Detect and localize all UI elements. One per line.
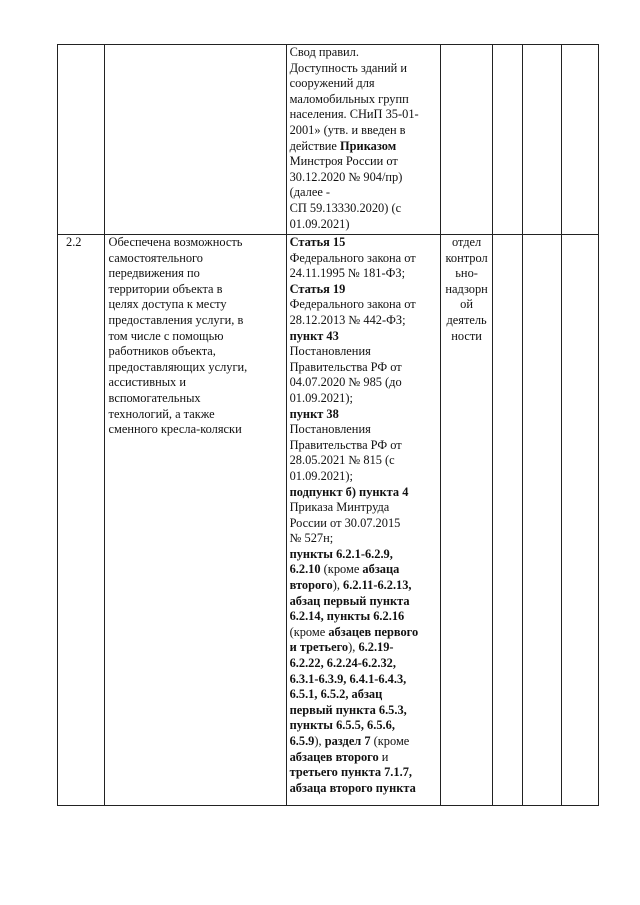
text-line <box>290 391 440 407</box>
text-line <box>290 656 440 672</box>
text-line <box>290 516 440 532</box>
text-line <box>290 625 440 641</box>
bold-text: 6.5.1, 6.5.2, абзац <box>289 687 383 702</box>
text-line: ьно- <box>455 266 478 281</box>
text-run: Доступность зданий и <box>289 60 408 75</box>
bold-text: абзац первый пункта <box>289 593 410 608</box>
text-line <box>290 562 440 578</box>
text-run: ), <box>348 640 359 655</box>
bold-text: 6.2.10 <box>289 562 321 577</box>
text-run: Федерального закона от <box>289 250 416 265</box>
text-run: (далее - <box>289 185 331 200</box>
text-run: Постановления <box>289 344 371 359</box>
text-run: ), <box>332 578 344 593</box>
bold-text: третьего пункта 7.1.7, <box>289 765 412 780</box>
text-line <box>290 139 440 155</box>
bold-text: 6.2.22, 6.2.24-6.2.32, <box>289 656 396 671</box>
text-run: Правительства РФ от <box>289 437 402 452</box>
text-run: действие <box>289 138 341 153</box>
text-run: 28.12.2013 № 442-ФЗ; <box>289 312 406 327</box>
bold-text: пункты 6.2.1-6.2.9, <box>289 546 393 561</box>
bold-text: 6.2.19- <box>358 640 394 655</box>
text-line: технологий, а также <box>108 406 215 421</box>
text-run: 24.11.1995 № 181-ФЗ; <box>289 266 406 281</box>
text-line <box>290 438 440 454</box>
text-run: Свод правил. <box>289 45 359 59</box>
cell-empty <box>523 235 561 806</box>
row-number: 2.2 <box>66 235 82 249</box>
cell-requirement <box>104 45 286 235</box>
text-line <box>290 422 440 438</box>
table-row <box>58 45 599 235</box>
bold-text: пункты 6.5.5, 6.5.6, <box>289 718 395 733</box>
text-line: целях доступа к месту <box>108 297 227 312</box>
text-line <box>290 360 440 376</box>
bold-text: пункт 38 <box>289 406 339 421</box>
text-run: 04.07.2020 № 985 (до <box>289 375 402 390</box>
bold-text: 6.2.11-6.2.13, <box>343 578 412 593</box>
text-line: самостоятельного <box>108 250 203 265</box>
text-line <box>290 154 440 170</box>
text-line <box>290 201 440 217</box>
text-line <box>290 329 440 345</box>
text-line: передвижения по <box>108 266 200 281</box>
checklist-table <box>57 44 599 806</box>
text-line <box>290 469 440 485</box>
text-line <box>290 640 440 656</box>
text-run: СП 59.13330.2020) (с <box>289 200 402 215</box>
text-line <box>290 407 440 423</box>
text-line <box>290 313 440 329</box>
text-line: надзорн <box>445 281 488 296</box>
bold-text: Статья 19 <box>289 281 346 296</box>
text-line: предоставляющих услуги, <box>108 359 248 374</box>
text-line <box>290 531 440 547</box>
text-run: 01.09.2021); <box>289 468 353 483</box>
cell-empty <box>561 235 598 806</box>
text-line <box>290 750 440 766</box>
text-line <box>290 92 440 108</box>
table-row <box>58 235 599 806</box>
text-line <box>290 734 440 750</box>
text-line <box>290 185 440 201</box>
cell-empty <box>493 235 523 806</box>
text-run: Минстроя России от <box>289 154 398 169</box>
bold-text: абзацев первого <box>328 624 419 639</box>
text-run: Постановления <box>289 422 371 437</box>
text-run: (кроме <box>320 562 363 577</box>
text-line <box>290 765 440 781</box>
text-run: (кроме <box>370 734 410 748</box>
text-line <box>290 251 440 267</box>
cell-norms <box>286 45 440 235</box>
cell-empty <box>523 45 561 235</box>
cell-number <box>58 45 105 235</box>
text-line: Обеспечена возможность <box>108 235 243 249</box>
text-line <box>290 485 440 501</box>
text-line <box>290 687 440 703</box>
bold-text: подпункт б) пункта 4 <box>289 484 409 499</box>
bold-text: абзаца второго пункта <box>289 780 416 795</box>
text-line <box>290 375 440 391</box>
text-run: 2001» (утв. и введен в <box>289 122 406 137</box>
bold-text: раздел 7 <box>324 734 371 748</box>
text-line <box>290 703 440 719</box>
text-line: деятель <box>446 312 487 327</box>
text-run: (кроме <box>289 624 329 639</box>
bold-text: второго <box>289 578 333 593</box>
cell-empty <box>493 45 523 235</box>
text-run: Приказа Минтруда <box>289 500 390 515</box>
cell-control-organ <box>440 45 493 235</box>
bold-text: и третьего <box>289 640 349 655</box>
text-line <box>290 578 440 594</box>
text-line <box>290 170 440 186</box>
text-run: 01.09.2021); <box>289 390 353 405</box>
text-line <box>290 453 440 469</box>
text-run: Правительства РФ от <box>289 359 402 374</box>
text-run: России от 30.07.2015 <box>289 515 401 530</box>
text-line: ой <box>460 297 473 312</box>
text-line: контрол <box>445 250 488 265</box>
text-line <box>290 107 440 123</box>
text-line <box>290 672 440 688</box>
text-run: и <box>378 749 389 764</box>
text-line: ности <box>451 328 482 343</box>
text-line: сменного кресла-коляски <box>108 422 242 437</box>
bold-text: абзаца <box>362 562 400 577</box>
text-line <box>290 282 440 298</box>
cell-control-organ <box>440 235 493 806</box>
text-line: ассистивных и <box>108 375 186 390</box>
bold-text: Статья 15 <box>289 235 346 249</box>
cell-empty <box>561 45 598 235</box>
text-line <box>290 547 440 563</box>
text-line: территории объекта в <box>108 281 223 296</box>
text-line <box>290 61 440 77</box>
text-line <box>290 594 440 610</box>
text-line <box>290 76 440 92</box>
text-line <box>290 235 440 251</box>
bold-text: 6.5.9 <box>289 734 315 748</box>
text-run: ), <box>314 734 325 748</box>
text-run: населения. СНиП 35-01- <box>289 107 419 122</box>
bold-text: абзацев второго <box>289 749 379 764</box>
text-run: 28.05.2021 № 815 (с <box>289 453 395 468</box>
text-line: предоставления услуги, в <box>108 312 244 327</box>
text-run: маломобильных групп <box>289 91 409 106</box>
cell-norms <box>286 235 440 806</box>
text-line: вспомогательных <box>108 390 201 405</box>
text-line <box>290 718 440 734</box>
text-line: работников объекта, <box>108 344 216 359</box>
cell-requirement <box>104 235 286 806</box>
text-line <box>290 609 440 625</box>
bold-text: 6.2.14, пункты 6.2.16 <box>289 609 405 624</box>
bold-text: 6.3.1-6.3.9, 6.4.1-6.4.3, <box>289 671 407 686</box>
text-line <box>290 266 440 282</box>
text-line <box>290 217 440 233</box>
text-line <box>290 123 440 139</box>
bold-text: пункт 43 <box>289 328 339 343</box>
bold-text: Приказом <box>340 138 397 153</box>
text-line <box>290 781 440 797</box>
text-line: отдел <box>451 235 482 249</box>
text-line <box>290 297 440 313</box>
text-run: № 527н; <box>289 531 334 546</box>
bold-text: первый пункта 6.5.3, <box>289 702 407 717</box>
text-line <box>290 45 440 61</box>
text-line: том числе с помощью <box>108 328 224 343</box>
text-line <box>290 500 440 516</box>
text-run: Федерального закона от <box>289 297 416 312</box>
text-line <box>290 344 440 360</box>
text-run: 30.12.2020 № 904/пр) <box>289 169 403 184</box>
text-run: сооружений для <box>289 76 375 91</box>
cell-number <box>58 235 105 806</box>
text-run: 01.09.2021) <box>289 216 350 231</box>
